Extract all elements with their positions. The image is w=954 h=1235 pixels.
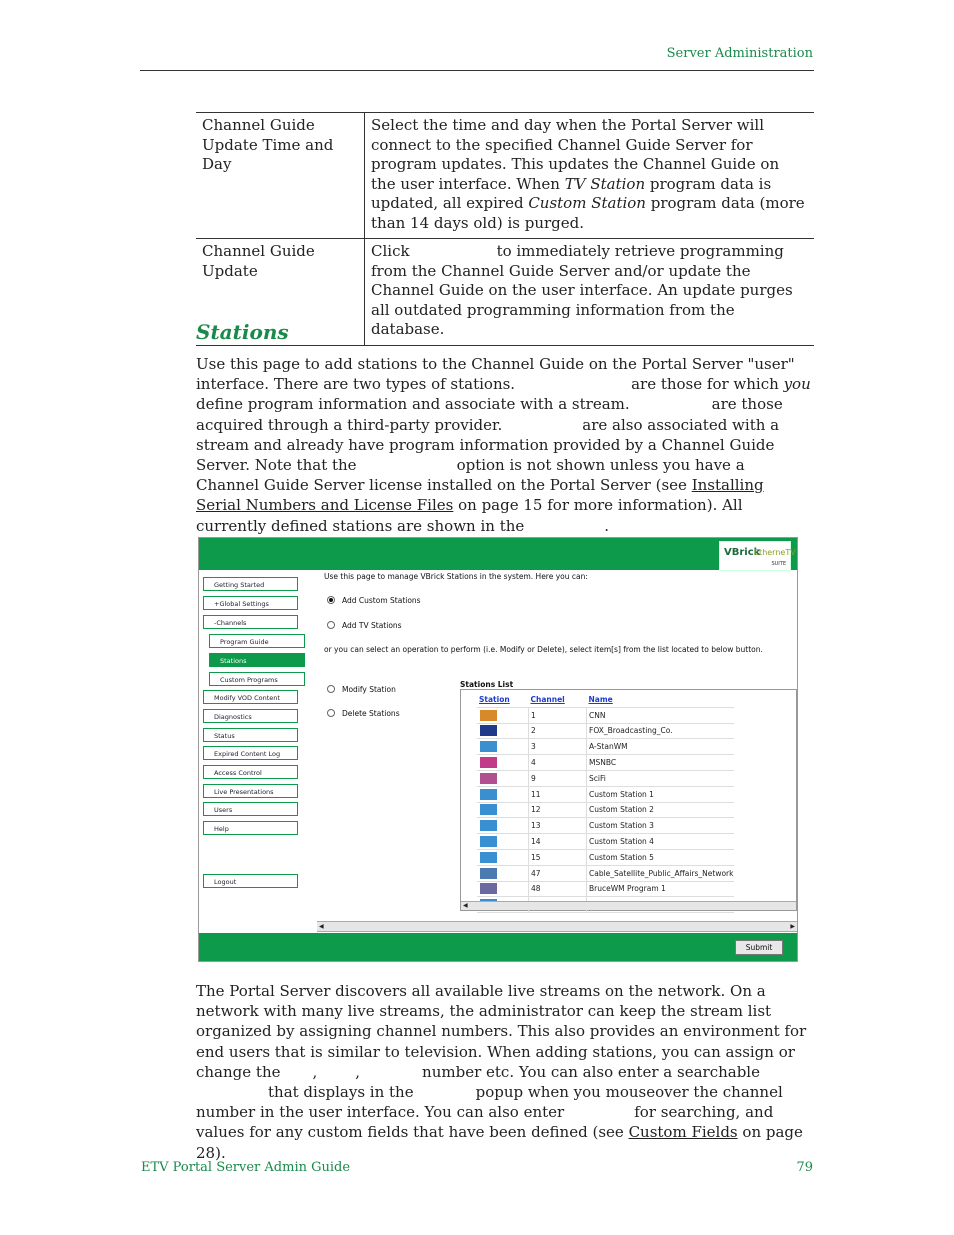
- stations-list-title: Stations List: [460, 680, 514, 689]
- column-header-station[interactable]: Station: [477, 692, 529, 707]
- station-logo-icon: [480, 836, 497, 847]
- nav-item-getting-started[interactable]: Getting Started: [203, 577, 298, 591]
- channel-cell: 2: [529, 723, 587, 739]
- installing-serial-numbers-link[interactable]: Installing Serial Numbers and License Files: [196, 476, 764, 515]
- stations-list: [460, 689, 797, 911]
- radio-selected-icon[interactable]: [327, 596, 335, 604]
- name-cell: MSNBC: [587, 755, 734, 771]
- name-cell: CNN: [587, 707, 734, 723]
- nav-item-live-presentations[interactable]: Live Presentations: [203, 784, 298, 798]
- table-row[interactable]: [477, 802, 734, 818]
- add-tv-stations-option[interactable]: Add TV Stations: [327, 621, 402, 630]
- station-logo-icon: [480, 820, 497, 831]
- stations-screenshot: [198, 537, 798, 962]
- table-row[interactable]: [477, 770, 734, 786]
- nav-item-custom-programs[interactable]: Custom Programs: [209, 672, 305, 686]
- station-logo-icon: [480, 710, 497, 721]
- nav-item-logout[interactable]: Logout: [203, 874, 298, 888]
- name-cell: FOX_Broadcasting_Co.: [587, 723, 734, 739]
- station-logo-icon: [480, 725, 497, 736]
- station-icon-cell: [477, 865, 529, 881]
- section-title: Stations: [196, 320, 289, 344]
- channel-cell: 3: [529, 739, 587, 755]
- name-cell: Custom Station 4: [587, 834, 734, 850]
- nav-item-modify-vod-content[interactable]: Modify VOD Content: [203, 690, 298, 704]
- description-cell: Click to immediately retrieve programming from the Channel Guide Server and/or update the Channel Guide on the user interface. An update purges all outdated programming information from the database.: [365, 239, 815, 346]
- nav-item-program-guide[interactable]: Program Guide: [209, 634, 305, 648]
- nav-item-help[interactable]: Help: [203, 821, 298, 835]
- table-row[interactable]: [477, 834, 734, 850]
- name-cell: A-StanWM: [587, 739, 734, 755]
- nav-item-diagnostics[interactable]: Diagnostics: [203, 709, 298, 723]
- name-cell: Custom Station 1: [587, 786, 734, 802]
- channel-cell: 13: [529, 818, 587, 834]
- table-header-row: [477, 692, 734, 707]
- channel-cell: 11: [529, 786, 587, 802]
- vbrick-logo: VBrick EtherneTV SUITE: [719, 541, 791, 571]
- definition-table: [196, 112, 814, 346]
- channel-cell: 15: [529, 849, 587, 865]
- list-horizontal-scrollbar[interactable]: [461, 901, 796, 910]
- intro-text: Use this page to manage VBrick Stations in the system. Here you can:: [324, 572, 588, 581]
- station-logo-icon: [480, 883, 497, 894]
- radio-icon[interactable]: [327, 621, 335, 629]
- table-row[interactable]: [477, 818, 734, 834]
- nav-item-stations[interactable]: Stations: [209, 653, 305, 667]
- top-bar: [199, 538, 797, 570]
- name-cell: SciFi: [587, 770, 734, 786]
- column-header-name[interactable]: Name: [587, 692, 734, 707]
- table-row: [196, 239, 814, 346]
- channel-cell: 12: [529, 802, 587, 818]
- station-logo-icon: [480, 804, 497, 815]
- term-cell: Channel Guide Update: [196, 239, 365, 346]
- intro-paragraph: Use this page to add stations to the Channel Guide on the Portal Server "user" interface. There are two types of stations. are those for which you define program information and associate with a stream. are those acquired through a third-party provider. are also associated with a stream and already have program information provided by a Channel Guide Server. Note that the option is not shown unless you have a Channel Guide Server license installed on the Portal Server (see Installing Serial Numbers and License Files on page 15 for more information). All currently defined stations are shown in the .: [196, 355, 811, 535]
- running-header: Server Administration: [666, 46, 813, 61]
- station-icon-cell: [477, 849, 529, 865]
- station-logo-icon: [480, 757, 497, 768]
- table-row[interactable]: [477, 881, 734, 897]
- header-rule: [140, 70, 814, 71]
- station-icon-cell: [477, 802, 529, 818]
- scroll-right-icon[interactable]: ▶: [790, 923, 795, 930]
- channel-cell: 1: [529, 707, 587, 723]
- table-row: [196, 113, 814, 239]
- name-cell: Cable_Satellite_Public_Affairs_Network: [587, 865, 734, 881]
- nav-item-channels[interactable]: -Channels: [203, 615, 298, 629]
- station-icon-cell: [477, 723, 529, 739]
- station-icon-cell: [477, 881, 529, 897]
- stations-table: [477, 692, 734, 913]
- nav-item-users[interactable]: Users: [203, 802, 298, 816]
- channel-cell: 14: [529, 834, 587, 850]
- discovery-paragraph: The Portal Server discovers all available live streams on the network. On a network with many live streams, the administrator can keep the stream list organized by assigning channel numbers. This also provides an environment for end users that is similar to television. When adding stations, you can assign or change the , , number etc. You can also enter a searchablethat displays in the popup when you mouseover the channel number in the user interface. You can also enter for searching, and values for any custom fields that have been defined (see Custom Fields on page 28).: [196, 982, 807, 1162]
- station-logo-icon: [480, 789, 497, 800]
- submit-button[interactable]: Submit: [735, 940, 783, 955]
- name-cell: Custom Station 3: [587, 818, 734, 834]
- footer-title: ETV Portal Server Admin Guide: [141, 1160, 351, 1175]
- channel-cell: 47: [529, 865, 587, 881]
- add-custom-stations-option[interactable]: Add Custom Stations: [327, 596, 421, 605]
- table-row[interactable]: [477, 723, 734, 739]
- table-row[interactable]: [477, 755, 734, 771]
- page-number: 79: [796, 1160, 813, 1175]
- name-cell: Custom Station 2: [587, 802, 734, 818]
- station-icon-cell: [477, 707, 529, 723]
- name-cell: Custom Station 5: [587, 849, 734, 865]
- channel-cell: 48: [529, 881, 587, 897]
- station-logo-icon: [480, 868, 497, 879]
- description-cell: Select the time and day when the Portal Server will connect to the specified Channel Guide Server for program updates. This updates the Channel Guide on the user interface. When TV Station program data is updated, all expired Custom Station program data (more than 14 days old) is purged.: [365, 113, 815, 239]
- nav-item-global-settings[interactable]: +Global Settings: [203, 596, 298, 610]
- table-row[interactable]: [477, 849, 734, 865]
- scroll-left-icon[interactable]: ◀: [463, 902, 468, 909]
- table-row[interactable]: [477, 739, 734, 755]
- modify-station-option[interactable]: Modify Station: [327, 685, 396, 694]
- nav-item-access-control[interactable]: Access Control: [203, 765, 298, 779]
- custom-fields-link[interactable]: Custom Fields: [628, 1123, 738, 1142]
- station-icon-cell: [477, 786, 529, 802]
- channel-cell: 4: [529, 755, 587, 771]
- bottom-bar: [199, 933, 797, 961]
- station-icon-cell: [477, 818, 529, 834]
- radio-icon[interactable]: [327, 685, 335, 693]
- scroll-left-icon[interactable]: ◀: [319, 923, 324, 930]
- station-icon-cell: [477, 834, 529, 850]
- nav-item-expired-content-log[interactable]: Expired Content Log: [203, 746, 298, 760]
- name-cell: BruceWM Program 1: [587, 881, 734, 897]
- station-logo-icon: [480, 852, 497, 863]
- radio-icon[interactable]: [327, 709, 335, 717]
- table-row[interactable]: [477, 865, 734, 881]
- delete-stations-option[interactable]: Delete Stations: [327, 709, 400, 718]
- channel-cell: 9: [529, 770, 587, 786]
- page-horizontal-scrollbar[interactable]: [317, 921, 797, 932]
- term-cell: Channel Guide Update Time and Day: [196, 113, 365, 239]
- table-row[interactable]: [477, 707, 734, 723]
- station-logo-icon: [480, 773, 497, 784]
- nav-item-status[interactable]: Status: [203, 728, 298, 742]
- station-logo-icon: [480, 741, 497, 752]
- station-icon-cell: [477, 755, 529, 771]
- station-icon-cell: [477, 739, 529, 755]
- column-header-channel[interactable]: Channel: [529, 692, 587, 707]
- instruction-text: or you can select an operation to perform (i.e. Modify or Delete), select item[s] from the list located to below button.: [324, 645, 763, 654]
- table-row[interactable]: [477, 786, 734, 802]
- station-icon-cell: [477, 770, 529, 786]
